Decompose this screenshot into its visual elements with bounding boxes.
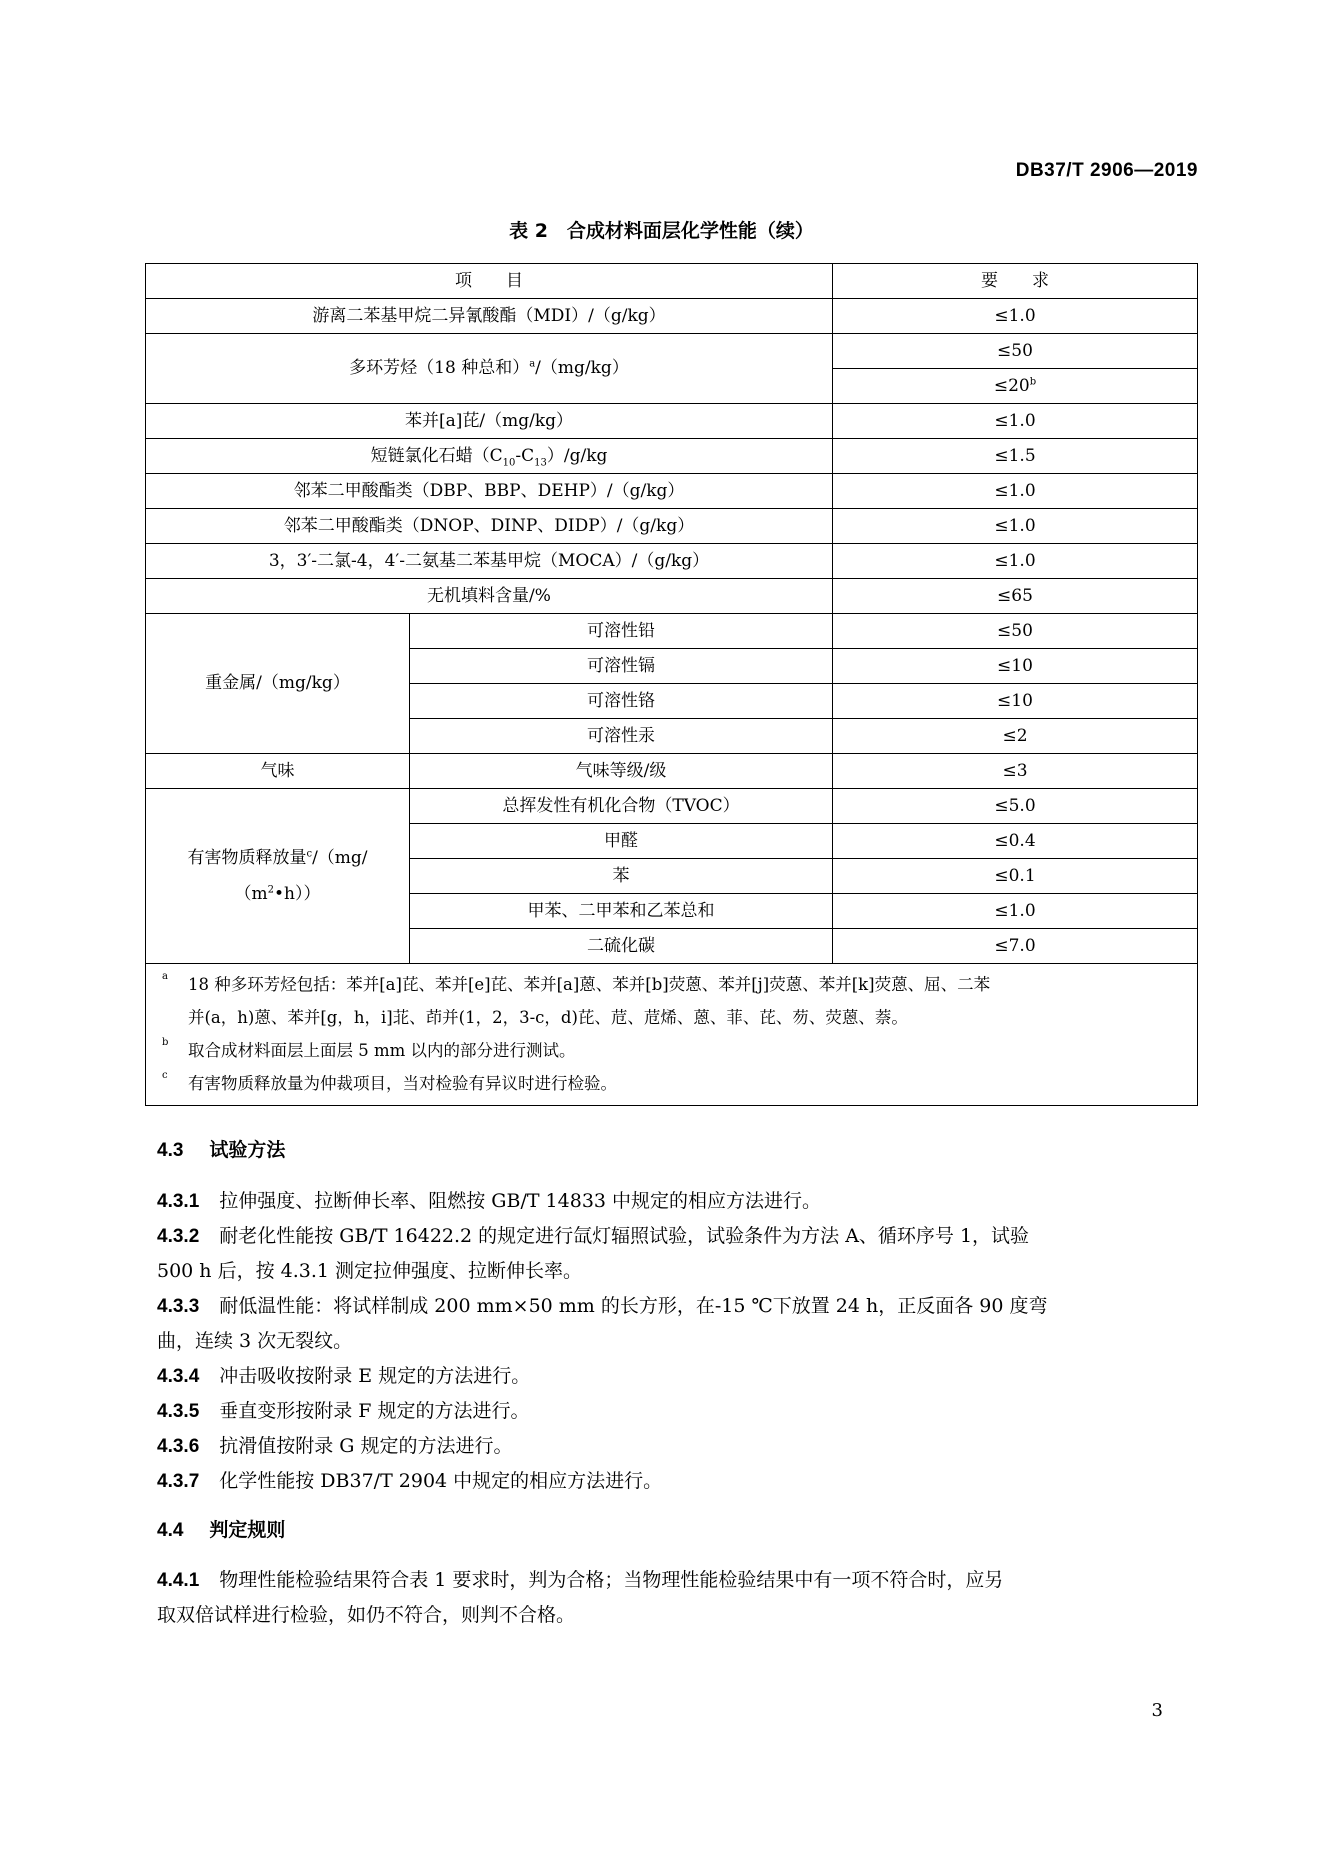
- row-item: 游离二苯基甲烷二异氰酸酯（MDI）/（g/kg）: [146, 299, 833, 334]
- group-label: 气味: [146, 754, 410, 789]
- table-row: [146, 789, 1198, 824]
- row-requirement: ≤1.0: [833, 544, 1198, 579]
- row-requirement: ≤1.0: [833, 894, 1198, 929]
- row-item: 苯并[a]芘/（mg/kg）: [146, 404, 833, 439]
- table-row: [146, 334, 1198, 369]
- row-requirement: ≤1.0: [833, 474, 1198, 509]
- clause-4-3-7: 4.3.7 化学性能按 DB37/T 2904 中规定的相应方法进行。: [157, 1470, 663, 1492]
- row-item: 可溶性铅: [410, 614, 833, 649]
- clause-4-3-3: 4.3.3 耐低温性能：将试样制成 200 mm×50 mm 的长方形，在-15 ℃下放置 24 h，正反面各 90 度弯 曲，连续 3 次无裂纹。: [157, 1295, 1048, 1352]
- row-requirement: ≤5.0: [833, 789, 1198, 824]
- row-item: 甲醛: [410, 824, 833, 859]
- row-requirement: ≤1.0: [833, 299, 1198, 334]
- row-requirement: ≤3: [833, 754, 1198, 789]
- note-a-continued: 并(a，h)蒽、苯并[g，h，i]苝、茚并(1，2，3-c，d)芘、苊、苊烯、蒽、菲、芘、芴、荧蒽、萘。: [188, 1008, 908, 1027]
- row-item: 可溶性汞: [410, 719, 833, 754]
- row-item: 多环芳烃（18 种总和）$^a$/（mg/kg）: [146, 334, 833, 404]
- row-item: 邻苯二甲酸酯类（DNOP、DINP、DIDP）/（g/kg）: [146, 509, 833, 544]
- table-title: 表 2 合成材料面层化学性能（续）: [509, 220, 814, 242]
- row-requirement: ≤50: [833, 614, 1198, 649]
- note-c: c 有害物质释放量为仲裁项目，当对检验有异议时进行检验。: [162, 1070, 617, 1093]
- row-requirement: ≤10: [833, 684, 1198, 719]
- table-row: [146, 614, 1198, 649]
- row-requirement: ≤1.0: [833, 404, 1198, 439]
- row-requirement: ≤1.0: [833, 509, 1198, 544]
- table-row: [146, 754, 1198, 789]
- header-item: 项 目: [146, 264, 833, 299]
- row-item: 气味等级/级: [410, 754, 833, 789]
- chemical-properties-table: [145, 263, 1198, 1106]
- row-requirement: ≤10: [833, 649, 1198, 684]
- row-requirement: $\le 20^b$: [833, 369, 1198, 404]
- table-row: [146, 579, 1198, 614]
- section-4-3-heading: 4.3 试验方法: [157, 1139, 286, 1161]
- row-requirement: ≤0.4: [833, 824, 1198, 859]
- row-item: 短链氯化石蜡$(C_{10}-C_{13})/g/kg$: [146, 439, 833, 474]
- note-a: a 18 种多环芳烃包括：苯并[a]芘、苯并[e]芘、苯并[a]蒽、苯并[b]荧蒽、苯并[j]荧蒽、苯并[k]荧蒽、屈、二苯: [162, 971, 991, 994]
- row-item: 二硫化碳: [410, 929, 833, 964]
- table-row: [146, 509, 1198, 544]
- group-label: 重金属/（mg/kg）: [146, 614, 410, 754]
- row-requirement: ≤7.0: [833, 929, 1198, 964]
- note-b: b 取合成材料面层上面层 5 mm 以内的部分进行测试。: [162, 1037, 576, 1060]
- table-row: [146, 299, 1198, 334]
- row-item: 邻苯二甲酸酯类（DBP、BBP、DEHP）/（g/kg）: [146, 474, 833, 509]
- table-header-row: [146, 264, 1198, 299]
- table-row: [146, 439, 1198, 474]
- row-item: 可溶性铬: [410, 684, 833, 719]
- table-notes-row: [146, 964, 1198, 1106]
- clause-4-4-1: 4.4.1 物理性能检验结果符合表 1 要求时，判为合格；当物理性能检验结果中有一项不符合时，应另 取双倍试样进行检验，如仍不符合，则判不合格。: [157, 1569, 1004, 1626]
- clause-4-3-5: 4.3.5 垂直变形按附录 F 规定的方法进行。: [157, 1400, 530, 1422]
- table-row: [146, 404, 1198, 439]
- row-item: 总挥发性有机化合物（TVOC）: [410, 789, 833, 824]
- clause-4-3-4: 4.3.4 冲击吸收按附录 E 规定的方法进行。: [157, 1365, 531, 1387]
- row-item: 甲苯、二甲苯和乙苯总和: [410, 894, 833, 929]
- clause-4-3-1: 4.3.1 拉伸强度、拉断伸长率、阻燃按 GB/T 14833 中规定的相应方法进行。: [157, 1190, 822, 1212]
- header-requirement: 要 求: [833, 264, 1198, 299]
- table-row: [146, 544, 1198, 579]
- document-code: DB37/T 2906—2019: [1015, 160, 1198, 181]
- table-row: [146, 474, 1198, 509]
- row-requirement: ≤65: [833, 579, 1198, 614]
- table-notes: [146, 964, 1198, 1106]
- page-number: 3: [1151, 1700, 1163, 1721]
- row-item: 苯: [410, 859, 833, 894]
- group-label: 有害物质释放量$^c$/（mg/ $(m^2•h)$）: [146, 789, 410, 964]
- row-requirement: ≤2: [833, 719, 1198, 754]
- clause-4-3-6: 4.3.6 抗滑值按附录 G 规定的方法进行。: [157, 1435, 513, 1457]
- row-item: 3，3′-二氯-4，4′-二氨基二苯基甲烷（MOCA）/（g/kg）: [146, 544, 833, 579]
- row-requirement: ≤50: [833, 334, 1198, 369]
- row-item: 无机填料含量/%: [146, 579, 833, 614]
- row-requirement: ≤0.1: [833, 859, 1198, 894]
- row-item: 可溶性镉: [410, 649, 833, 684]
- section-4-4-heading: 4.4 判定规则: [157, 1519, 286, 1541]
- row-requirement: ≤1.5: [833, 439, 1198, 474]
- clause-4-3-2: 4.3.2 耐老化性能按 GB/T 16422.2 的规定进行氙灯辐照试验，试验条件为方法 A、循环序号 1，试验 500 h 后，按 4.3.1 测定拉伸强度、拉断伸长率。: [157, 1225, 1030, 1282]
